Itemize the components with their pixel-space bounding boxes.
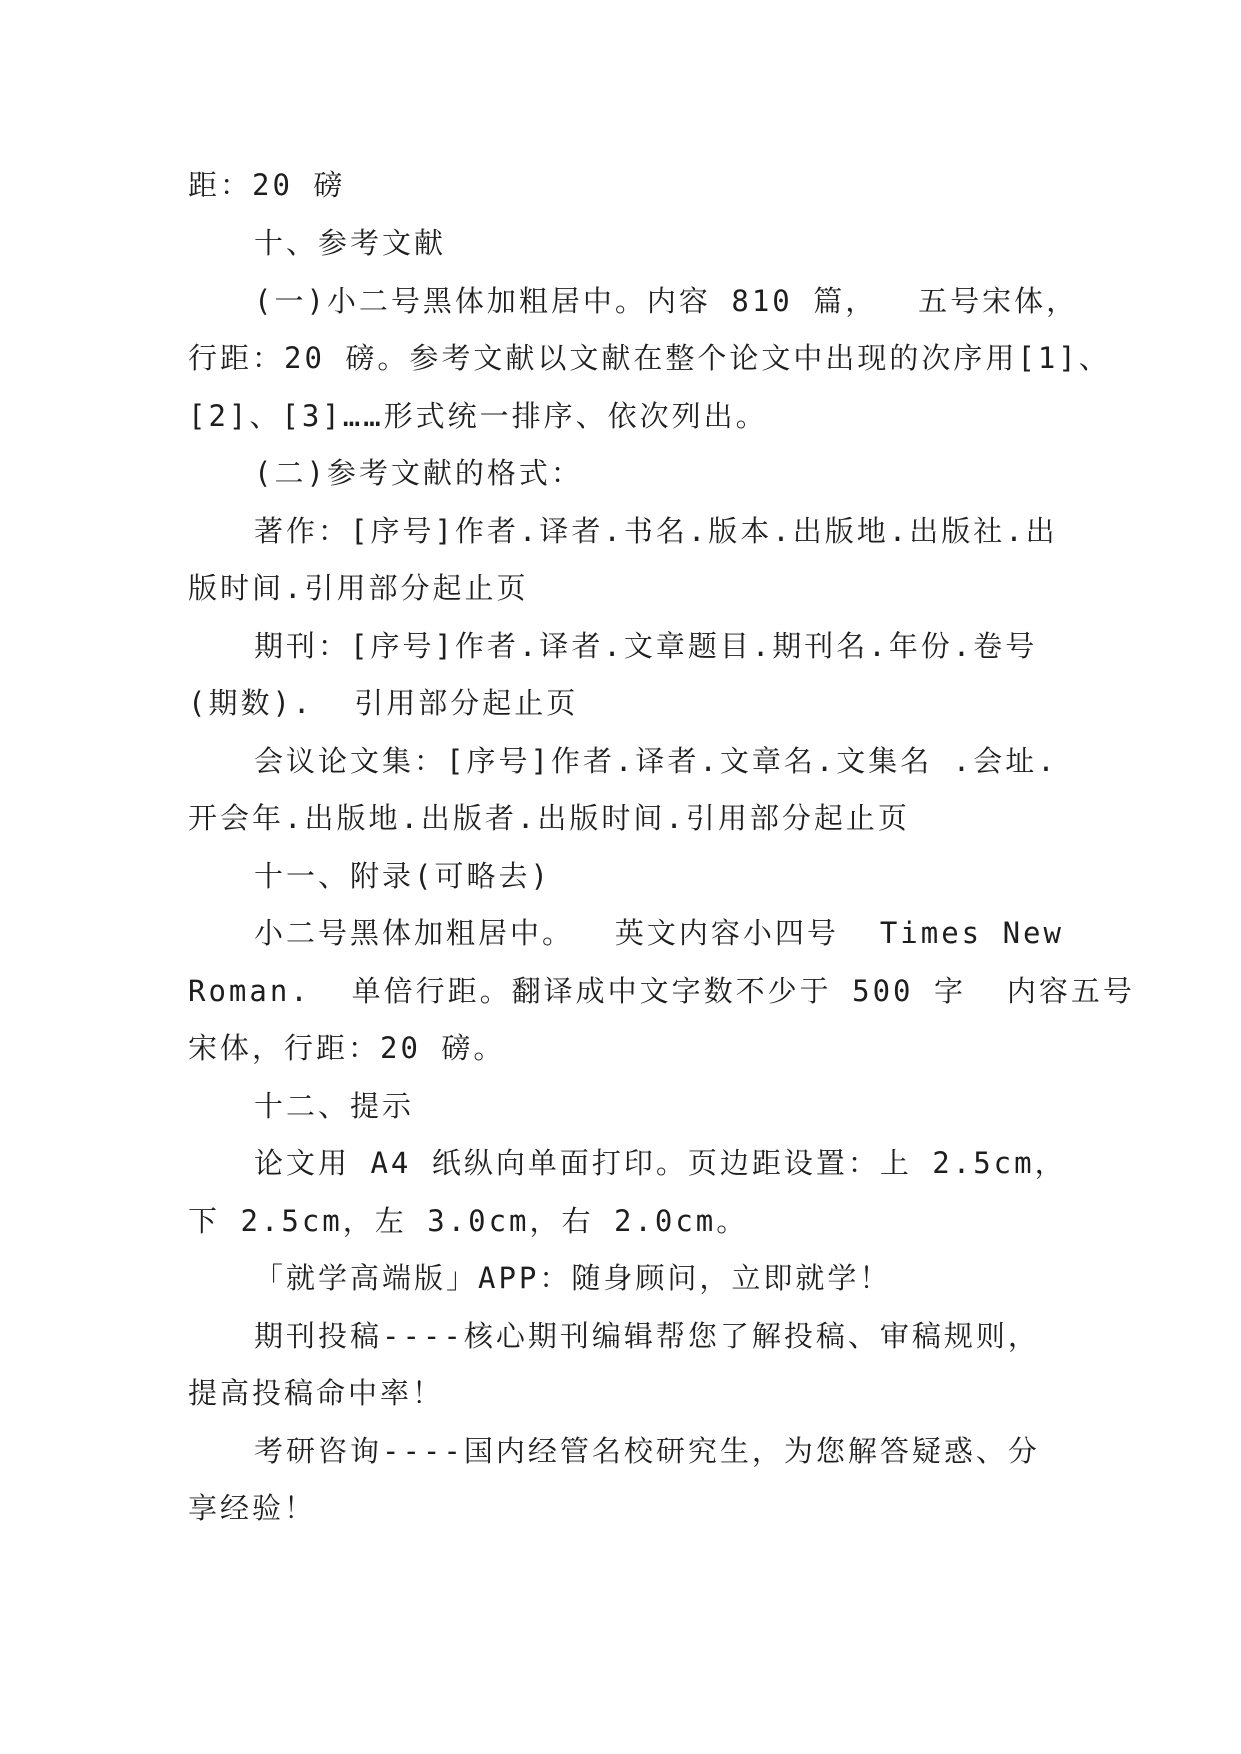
- paragraph-line: 距：20 磅: [188, 168, 346, 202]
- paragraph-line: 行距：20 磅。参考文献以文献在整个论文中出现的次序用[1]、: [188, 341, 1111, 375]
- paragraph-line: 论文用 A4 纸纵向单面打印。页边距设置：上 2.5cm，: [254, 1146, 1067, 1180]
- section-heading-appendix: 十一、附录(可略去): [254, 859, 551, 893]
- paragraph-line: 开会年.出版地.出版者.出版时间.引用部分起止页: [188, 801, 910, 835]
- paragraph-line: 下 2.5cm，左 3.0cm，右 2.0cm。: [188, 1204, 749, 1238]
- paragraph-line: (一)小二号黑体加粗居中。内容 810 篇， 五号宋体，: [254, 284, 1079, 318]
- paragraph-line: 会议论文集：[序号]作者.译者.文章名.文集名 .会址.: [254, 744, 1058, 778]
- section-heading-references: 十、参考文献: [254, 226, 447, 260]
- paragraph-line: [2]、[3]……形式统一排序、依次列出。: [188, 399, 768, 433]
- promo-line: 考研咨询----国内经管名校研究生，为您解答疑惑、分: [254, 1434, 1040, 1468]
- promo-line: 提高投稿命中率！: [188, 1376, 445, 1410]
- promo-line: 「就学高端版」APP：随身顾问，立即就学！: [254, 1261, 892, 1295]
- paragraph-line: 版时间.引用部分起止页: [188, 571, 529, 605]
- paragraph-line: (期数). 引用部分起止页: [188, 686, 579, 720]
- section-heading-tips: 十二、提示: [254, 1089, 415, 1123]
- paragraph-line: 宋体，行距：20 磅。: [188, 1031, 506, 1065]
- paragraph-line: 著作：[序号]作者.译者.书名.版本.出版地.出版社.出: [254, 514, 1058, 548]
- promo-line: 享经验！: [188, 1491, 317, 1525]
- promo-line: 期刊投稿----核心期刊编辑帮您了解投稿、审稿规则，: [254, 1319, 1040, 1353]
- paragraph-line: 期刊：[序号]作者.译者.文章题目.期刊名.年份.卷号: [254, 629, 1038, 663]
- paragraph-line: 小二号黑体加粗居中。 英文内容小四号 Times New: [254, 916, 1064, 950]
- paragraph-line: Roman. 单倍行距。翻译成中文字数不少于 500 字 内容五号: [188, 974, 1135, 1008]
- paragraph-line: (二)参考文献的格式：: [254, 456, 583, 490]
